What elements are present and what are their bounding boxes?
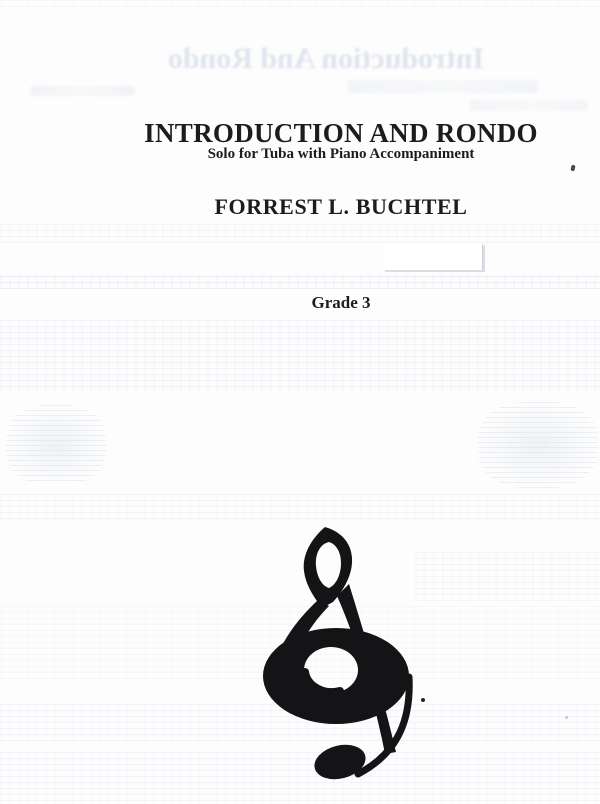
whiteout-correction-box xyxy=(383,244,483,270)
bleedthrough-smudge xyxy=(348,80,538,93)
page-title: INTRODUCTION AND RONDO xyxy=(144,118,538,148)
composer-name: FORREST L. BUCHTEL xyxy=(214,194,468,219)
bleedthrough-smudge xyxy=(30,86,135,96)
treble-clef-icon xyxy=(230,514,432,790)
bleedthrough-mirrored-title: Introduction And Rondo xyxy=(167,42,485,75)
page-subtitle: Solo for Tuba with Piano Accompaniment xyxy=(207,146,475,162)
scan-speck xyxy=(565,716,568,719)
grade-label: Grade 3 xyxy=(311,293,371,312)
bleedthrough-staff-band xyxy=(0,320,600,392)
bleedthrough-staff-band xyxy=(0,0,600,8)
bleedthrough-staff-band xyxy=(0,276,600,289)
bleedthrough-staff-band xyxy=(0,224,600,244)
bleedthrough-blob xyxy=(6,405,106,485)
bleedthrough-staff-band xyxy=(415,552,600,602)
bleedthrough-smudge xyxy=(470,100,588,111)
scan-speck xyxy=(570,165,575,172)
bleedthrough-blob xyxy=(478,402,598,488)
scan-speck xyxy=(421,698,425,702)
